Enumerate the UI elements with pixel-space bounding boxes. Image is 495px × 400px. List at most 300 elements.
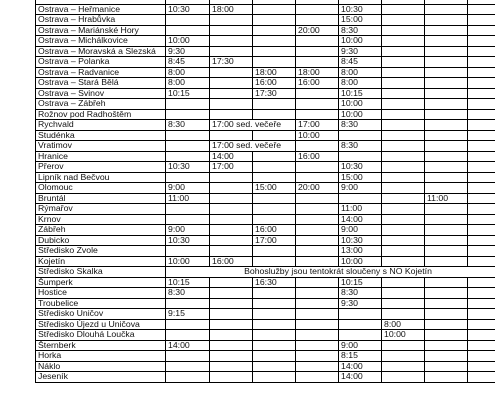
time-cell: 10:30: [339, 235, 382, 246]
place-cell: Ostrava – Polanka: [36, 57, 166, 68]
time-cell: [382, 204, 425, 215]
time-cell: [468, 57, 495, 68]
place-cell: Ostrava – Radvanice: [36, 67, 166, 78]
time-cell: [468, 277, 495, 288]
time-cell: [425, 298, 468, 309]
time-cell: [468, 78, 495, 89]
time-cell: [296, 99, 339, 110]
time-cell: 9:00: [339, 225, 382, 236]
time-cell: [382, 351, 425, 362]
time-cell: [210, 67, 253, 78]
time-cell: [468, 183, 495, 194]
time-cell: 9:00: [339, 340, 382, 351]
time-cell: [425, 256, 468, 267]
place-cell: Ostrava – Svinov: [36, 88, 166, 99]
time-cell: [468, 172, 495, 183]
time-cell: [296, 141, 339, 152]
time-cell: [210, 277, 253, 288]
time-cell: [296, 15, 339, 26]
time-cell: 14:00: [210, 151, 253, 162]
time-cell: [166, 204, 210, 215]
time-cell: [468, 130, 495, 141]
time-cell: [425, 36, 468, 47]
place-cell: Horka: [36, 351, 166, 362]
place-cell: Vratimov: [36, 141, 166, 152]
table-row: [36, 141, 495, 152]
time-cell: [382, 256, 425, 267]
time-cell: [339, 193, 382, 204]
schedule-body: [36, 0, 495, 382]
place-cell: Zábřeh: [36, 225, 166, 236]
time-cell: 8:00: [166, 78, 210, 89]
time-cell: [425, 351, 468, 362]
table-row: [36, 172, 495, 183]
time-cell: [425, 319, 468, 330]
time-cell: [296, 46, 339, 57]
time-cell: [296, 172, 339, 183]
time-cell: [296, 36, 339, 47]
time-cell: [253, 372, 296, 383]
time-cell: 17:00: [296, 120, 339, 131]
time-cell: [339, 309, 382, 320]
time-cell: [468, 46, 495, 57]
table-row: [36, 4, 495, 15]
time-cell: 9:30: [339, 298, 382, 309]
time-cell: 17:00 sed. večeře: [210, 141, 296, 152]
time-cell: [382, 141, 425, 152]
time-cell: [210, 109, 253, 120]
time-cell: [296, 298, 339, 309]
time-cell: [425, 46, 468, 57]
time-cell: [382, 25, 425, 36]
time-cell: [210, 36, 253, 47]
time-cell: [210, 88, 253, 99]
place-cell: Ostrava – Stará Bělá: [36, 78, 166, 89]
time-cell: [468, 330, 495, 341]
time-cell: [166, 298, 210, 309]
time-cell: 10:30: [339, 4, 382, 15]
place-cell: Středisko Skalka: [36, 267, 166, 278]
table-row: [36, 130, 495, 141]
time-cell: [253, 298, 296, 309]
time-cell: [382, 109, 425, 120]
time-cell: [253, 256, 296, 267]
time-cell: [425, 99, 468, 110]
time-cell: 8:30: [339, 120, 382, 131]
table-row: [36, 25, 495, 36]
time-cell: [339, 319, 382, 330]
time-cell: [253, 25, 296, 36]
place-cell: Ostrava – Zábřeh: [36, 99, 166, 110]
time-cell: [253, 15, 296, 26]
time-cell: [468, 246, 495, 257]
time-cell: 17:00 sed. večeře: [210, 120, 296, 131]
time-cell: [382, 130, 425, 141]
time-cell: 11:00: [339, 204, 382, 215]
table-row: [36, 214, 495, 225]
time-cell: [253, 109, 296, 120]
time-cell: 10:15: [166, 88, 210, 99]
time-cell: [425, 120, 468, 131]
table-row: [36, 288, 495, 299]
time-cell: [210, 225, 253, 236]
time-cell: [253, 46, 296, 57]
time-cell: 10:30: [166, 4, 210, 15]
time-cell: 16:30: [253, 277, 296, 288]
time-cell: [382, 36, 425, 47]
time-cell: 8:00: [166, 67, 210, 78]
time-cell: [253, 36, 296, 47]
time-cell: [253, 319, 296, 330]
time-cell: [425, 4, 468, 15]
time-cell: [382, 172, 425, 183]
time-cell: 8:30: [339, 288, 382, 299]
table-row: [36, 204, 495, 215]
time-cell: [253, 214, 296, 225]
time-cell: 10:15: [339, 277, 382, 288]
time-cell: 14:00: [339, 214, 382, 225]
time-cell: [468, 36, 495, 47]
time-cell: 10:00: [166, 36, 210, 47]
time-cell: 14:00: [339, 372, 382, 383]
place-cell: Středisko Uničov: [36, 309, 166, 320]
time-cell: [296, 57, 339, 68]
time-cell: [166, 246, 210, 257]
time-cell: [468, 361, 495, 372]
time-cell: [425, 214, 468, 225]
time-cell: [425, 204, 468, 215]
place-cell: Krnov: [36, 214, 166, 225]
place-cell: Hranice: [36, 151, 166, 162]
time-cell: [382, 372, 425, 383]
time-cell: [468, 372, 495, 383]
place-cell: Ostrava – Mariánské Hory: [36, 25, 166, 36]
time-cell: [468, 141, 495, 152]
time-cell: [296, 214, 339, 225]
time-cell: [382, 277, 425, 288]
time-cell: 8:15: [339, 351, 382, 362]
place-cell: Ostrava – Hrabůvka: [36, 15, 166, 26]
time-cell: [210, 15, 253, 26]
time-cell: [166, 15, 210, 26]
time-cell: [210, 99, 253, 110]
time-cell: [468, 309, 495, 320]
time-cell: [382, 225, 425, 236]
time-cell: [468, 151, 495, 162]
time-cell: [296, 109, 339, 120]
time-cell: [296, 256, 339, 267]
time-cell: [468, 4, 495, 15]
time-cell: 16:00: [253, 78, 296, 89]
time-cell: [210, 330, 253, 341]
place-cell: Rychvald: [36, 120, 166, 131]
table-row: [36, 193, 495, 204]
time-cell: 10:00: [339, 256, 382, 267]
time-cell: [210, 351, 253, 362]
time-cell: [210, 309, 253, 320]
time-cell: [382, 99, 425, 110]
time-cell: [425, 67, 468, 78]
time-cell: [382, 151, 425, 162]
time-cell: [425, 277, 468, 288]
time-cell: [166, 25, 210, 36]
time-cell: [253, 151, 296, 162]
time-cell: [253, 172, 296, 183]
time-cell: [425, 15, 468, 26]
time-cell: [425, 25, 468, 36]
time-cell: 20:00: [296, 183, 339, 194]
time-cell: [425, 246, 468, 257]
time-cell: [296, 372, 339, 383]
time-cell: [382, 162, 425, 173]
time-cell: [425, 130, 468, 141]
table-row: [36, 277, 495, 288]
time-cell: [210, 183, 253, 194]
time-cell: [468, 88, 495, 99]
time-cell: 8:00: [382, 319, 425, 330]
time-cell: 10:15: [166, 277, 210, 288]
place-cell: Rýmařov: [36, 204, 166, 215]
time-cell: 18:00: [210, 4, 253, 15]
time-cell: [253, 57, 296, 68]
time-cell: [382, 15, 425, 26]
time-cell: 10:00: [339, 99, 382, 110]
time-cell: [425, 235, 468, 246]
place-cell: Jeseník: [36, 372, 166, 383]
time-cell: [425, 162, 468, 173]
table-row: [36, 225, 495, 236]
time-cell: [296, 319, 339, 330]
time-cell: [468, 298, 495, 309]
time-cell: [425, 88, 468, 99]
time-cell: [468, 25, 495, 36]
time-cell: [382, 4, 425, 15]
time-cell: [166, 172, 210, 183]
time-cell: 15:00: [339, 15, 382, 26]
table-row: [36, 246, 495, 257]
time-cell: [253, 4, 296, 15]
time-cell: 17:30: [210, 57, 253, 68]
time-cell: [382, 309, 425, 320]
table-row: [36, 57, 495, 68]
time-cell: [468, 162, 495, 173]
place-cell: Rožnov pod Radhoštěm: [36, 109, 166, 120]
time-cell: [210, 172, 253, 183]
time-cell: [253, 130, 296, 141]
time-cell: [296, 204, 339, 215]
time-cell: [210, 25, 253, 36]
time-cell: 18:00: [253, 67, 296, 78]
time-cell: [253, 340, 296, 351]
time-cell: [253, 204, 296, 215]
time-cell: [296, 351, 339, 362]
table-row: [36, 267, 495, 278]
time-cell: 8:00: [339, 78, 382, 89]
time-cell: [468, 319, 495, 330]
time-cell: [382, 57, 425, 68]
time-cell: [166, 361, 210, 372]
time-cell: [382, 46, 425, 57]
time-cell: 10:00: [339, 109, 382, 120]
place-cell: Šternberk: [36, 340, 166, 351]
time-cell: [166, 109, 210, 120]
time-cell: 10:30: [166, 162, 210, 173]
time-cell: [253, 99, 296, 110]
time-cell: 8:30: [166, 288, 210, 299]
table-row: [36, 372, 495, 383]
time-cell: [425, 288, 468, 299]
place-cell: Studénka: [36, 130, 166, 141]
time-cell: [425, 361, 468, 372]
time-cell: 9:15: [166, 309, 210, 320]
table-row: [36, 351, 495, 362]
table-row: [36, 46, 495, 57]
time-cell: [210, 46, 253, 57]
time-cell: 8:30: [166, 120, 210, 131]
time-cell: [166, 141, 210, 152]
place-cell: Bruntál: [36, 193, 166, 204]
time-cell: [468, 256, 495, 267]
time-cell: 8:45: [339, 57, 382, 68]
time-cell: [296, 88, 339, 99]
table-row: [36, 235, 495, 246]
table-row: [36, 67, 495, 78]
time-cell: 16:00: [210, 256, 253, 267]
time-cell: [382, 88, 425, 99]
time-cell: [382, 340, 425, 351]
place-cell: Přerov: [36, 162, 166, 173]
time-cell: [210, 130, 253, 141]
time-cell: [253, 193, 296, 204]
time-cell: 17:00: [210, 162, 253, 173]
time-cell: 9:00: [166, 225, 210, 236]
place-cell: Středisko Dlouhá Loučka: [36, 330, 166, 341]
time-cell: [425, 225, 468, 236]
time-cell: [296, 330, 339, 341]
time-cell: [382, 361, 425, 372]
time-cell: 20:00: [296, 25, 339, 36]
time-cell: 9:00: [339, 183, 382, 194]
time-cell: 10:00: [339, 36, 382, 47]
time-cell: [339, 130, 382, 141]
time-cell: [468, 193, 495, 204]
place-cell: Dubicko: [36, 235, 166, 246]
table-row: [36, 36, 495, 47]
time-cell: [382, 120, 425, 131]
place-cell: Lipník nad Bečvou: [36, 172, 166, 183]
place-cell: Hostice: [36, 288, 166, 299]
place-cell: Náklo: [36, 361, 166, 372]
table-row: [36, 319, 495, 330]
time-cell: [382, 193, 425, 204]
table-row: [36, 330, 495, 341]
time-cell: [166, 214, 210, 225]
time-cell: [468, 351, 495, 362]
time-cell: [339, 151, 382, 162]
table-row: [36, 99, 495, 110]
table-row: [36, 340, 495, 351]
time-cell: [166, 330, 210, 341]
time-cell: [166, 372, 210, 383]
time-cell: [166, 99, 210, 110]
time-cell: [425, 78, 468, 89]
time-cell: [468, 340, 495, 351]
time-cell: [425, 141, 468, 152]
time-cell: [296, 4, 339, 15]
place-cell: Šumperk: [36, 277, 166, 288]
table-row: [36, 88, 495, 99]
time-cell: [382, 235, 425, 246]
table-row: [36, 15, 495, 26]
time-cell: [382, 78, 425, 89]
time-cell: [468, 204, 495, 215]
time-cell: 8:45: [166, 57, 210, 68]
time-cell: [253, 330, 296, 341]
time-cell: 13:00: [339, 246, 382, 257]
time-cell: [468, 235, 495, 246]
place-cell: Ostrava – Heřmanice: [36, 4, 166, 15]
time-cell: [253, 246, 296, 257]
time-cell: 9:30: [166, 46, 210, 57]
time-cell: 16:00: [296, 78, 339, 89]
time-cell: [210, 288, 253, 299]
time-cell: [253, 361, 296, 372]
time-cell: [339, 330, 382, 341]
time-cell: [253, 309, 296, 320]
time-cell: [468, 109, 495, 120]
time-cell: [253, 162, 296, 173]
time-cell: [210, 193, 253, 204]
time-cell: [210, 204, 253, 215]
time-cell: [296, 288, 339, 299]
time-cell: [425, 372, 468, 383]
time-cell: [296, 162, 339, 173]
time-cell: 8:00: [339, 67, 382, 78]
time-cell: [210, 298, 253, 309]
time-cell: [425, 340, 468, 351]
time-cell: 10:00: [382, 330, 425, 341]
merged-note-cell: Bohoslužby jsou tentokrát sloučeny s NO Kojetín: [166, 267, 495, 278]
table-row: [36, 162, 495, 173]
time-cell: 14:00: [166, 340, 210, 351]
time-cell: 8:30: [339, 141, 382, 152]
time-cell: 10:00: [296, 130, 339, 141]
time-cell: 10:30: [339, 162, 382, 173]
time-cell: [210, 246, 253, 257]
table-row: [36, 361, 495, 372]
place-cell: Troubelice: [36, 298, 166, 309]
time-cell: [425, 109, 468, 120]
time-cell: [296, 235, 339, 246]
time-cell: [166, 351, 210, 362]
time-cell: [468, 99, 495, 110]
place-cell: Středisko Zvole: [36, 246, 166, 257]
time-cell: [425, 151, 468, 162]
time-cell: [425, 172, 468, 183]
time-cell: [425, 330, 468, 341]
time-cell: [468, 67, 495, 78]
time-cell: [382, 183, 425, 194]
time-cell: [425, 309, 468, 320]
table-row: [36, 256, 495, 267]
time-cell: [210, 340, 253, 351]
table-row: [36, 151, 495, 162]
table-row: [36, 309, 495, 320]
time-cell: 9:00: [166, 183, 210, 194]
time-cell: [296, 193, 339, 204]
time-cell: [296, 340, 339, 351]
table-row: [36, 298, 495, 309]
